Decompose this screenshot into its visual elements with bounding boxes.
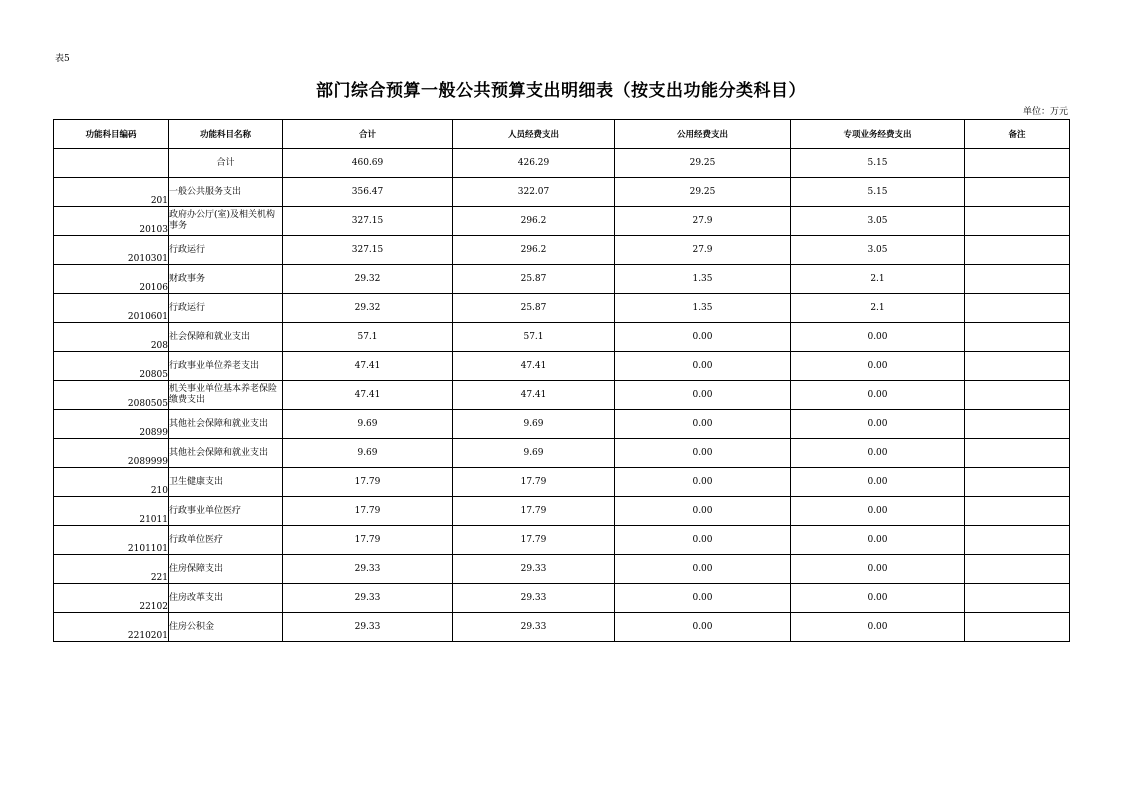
cell-total: 327.15 [283,207,453,236]
cell-name: 住房公积金 [169,613,283,642]
cell-code: 21011 [54,497,169,526]
cell-public: 0.00 [615,555,791,584]
cell-total: 29.33 [283,584,453,613]
table-row [54,468,1070,497]
cell-total: 29.33 [283,613,453,642]
cell-special: 0.00 [791,613,965,642]
table-row [54,555,1070,584]
cell-public: 1.35 [615,294,791,323]
cell-total: 29.32 [283,294,453,323]
cell-public: 27.9 [615,236,791,265]
cell-personnel: 57.1 [453,323,615,352]
cell-note [965,381,1070,410]
header-note: 备注 [965,120,1070,149]
cell-code: 20805 [54,352,169,381]
cell-code: 22102 [54,584,169,613]
cell-public: 0.00 [615,410,791,439]
cell-total: 356.47 [283,178,453,207]
cell-personnel: 17.79 [453,468,615,497]
budget-table [53,119,1070,642]
header-name: 功能科目名称 [169,120,283,149]
cell-code: 2101101 [54,526,169,555]
cell-total: 460.69 [283,149,453,178]
table-row [54,294,1070,323]
cell-special: 3.05 [791,236,965,265]
table-body [54,149,1070,642]
cell-code: 20899 [54,410,169,439]
cell-code: 20106 [54,265,169,294]
table-row [54,613,1070,642]
cell-name: 其他社会保障和就业支出 [169,410,283,439]
table-row [54,439,1070,468]
cell-code: 2210201 [54,613,169,642]
cell-public: 0.00 [615,381,791,410]
cell-special: 0.00 [791,468,965,497]
cell-public: 0.00 [615,323,791,352]
cell-special: 0.00 [791,439,965,468]
cell-personnel: 29.33 [453,613,615,642]
page-title: 部门综合预算一般公共预算支出明细表（按支出功能分类科目） [316,81,806,101]
cell-personnel: 296.2 [453,207,615,236]
cell-name: 行政事业单位养老支出 [169,352,283,381]
cell-name: 其他社会保障和就业支出 [169,439,283,468]
cell-special: 2.1 [791,265,965,294]
cell-total: 47.41 [283,352,453,381]
cell-name: 行政运行 [169,294,283,323]
cell-note [965,555,1070,584]
cell-total: 29.33 [283,555,453,584]
table-row [54,178,1070,207]
cell-note [965,207,1070,236]
header-total: 合计 [283,120,453,149]
cell-code: 2089999 [54,439,169,468]
header-code: 功能科目编码 [54,120,169,149]
cell-note [965,294,1070,323]
header-personnel: 人员经费支出 [453,120,615,149]
table-row [54,584,1070,613]
table-row [54,526,1070,555]
cell-name: 行政单位医疗 [169,526,283,555]
table-row [54,410,1070,439]
cell-personnel: 47.41 [453,381,615,410]
cell-special: 0.00 [791,410,965,439]
cell-name: 卫生健康支出 [169,468,283,497]
cell-total: 17.79 [283,497,453,526]
header-row [54,120,1070,149]
cell-personnel: 47.41 [453,352,615,381]
cell-note [965,149,1070,178]
unit-label: 单位：万元 [1022,107,1068,117]
cell-personnel: 29.33 [453,584,615,613]
cell-personnel: 17.79 [453,497,615,526]
cell-personnel: 9.69 [453,410,615,439]
cell-public: 27.9 [615,207,791,236]
cell-note [965,265,1070,294]
table-row [54,381,1070,410]
cell-code: 2010301 [54,236,169,265]
cell-total: 57.1 [283,323,453,352]
cell-total: 9.69 [283,410,453,439]
cell-name: 行政运行 [169,236,283,265]
cell-special: 5.15 [791,149,965,178]
cell-public: 0.00 [615,439,791,468]
cell-public: 29.25 [615,178,791,207]
cell-code: 201 [54,178,169,207]
cell-personnel: 9.69 [453,439,615,468]
cell-name: 行政事业单位医疗 [169,497,283,526]
cell-total: 17.79 [283,468,453,497]
cell-name: 一般公共服务支出 [169,178,283,207]
cell-note [965,526,1070,555]
cell-public: 0.00 [615,613,791,642]
cell-code: 2080505 [54,381,169,410]
cell-public: 0.00 [615,468,791,497]
cell-note [965,584,1070,613]
cell-special: 0.00 [791,555,965,584]
cell-note [965,497,1070,526]
cell-personnel: 17.79 [453,526,615,555]
cell-note [965,410,1070,439]
cell-code: 2010601 [54,294,169,323]
cell-total: 9.69 [283,439,453,468]
cell-code: 208 [54,323,169,352]
table-row [54,323,1070,352]
cell-name: 财政事务 [169,265,283,294]
cell-name: 政府办公厅(室)及相关机构事务 [169,207,283,236]
table-row [54,265,1070,294]
cell-personnel: 25.87 [453,265,615,294]
table-row [54,236,1070,265]
table-row [54,497,1070,526]
cell-special: 0.00 [791,323,965,352]
cell-code: 210 [54,468,169,497]
cell-name: 机关事业单位基本养老保险缴费支出 [169,381,283,410]
cell-code [54,149,169,178]
cell-name: 社会保障和就业支出 [169,323,283,352]
cell-note [965,178,1070,207]
cell-public: 0.00 [615,584,791,613]
cell-personnel: 322.07 [453,178,615,207]
cell-note [965,323,1070,352]
header-special: 专项业务经费支出 [791,120,965,149]
cell-note [965,352,1070,381]
cell-personnel: 29.33 [453,555,615,584]
cell-personnel: 426.29 [453,149,615,178]
cell-special: 0.00 [791,352,965,381]
cell-total: 17.79 [283,526,453,555]
cell-public: 0.00 [615,352,791,381]
cell-public: 1.35 [615,265,791,294]
cell-name: 住房改革支出 [169,584,283,613]
cell-special: 0.00 [791,381,965,410]
cell-total: 29.32 [283,265,453,294]
cell-special: 3.05 [791,207,965,236]
cell-name: 合计 [169,149,283,178]
cell-note [965,439,1070,468]
cell-public: 0.00 [615,497,791,526]
table-row [54,207,1070,236]
cell-special: 0.00 [791,526,965,555]
cell-special: 5.15 [791,178,965,207]
header-public: 公用经费支出 [615,120,791,149]
cell-special: 0.00 [791,497,965,526]
table-row [54,149,1070,178]
cell-special: 2.1 [791,294,965,323]
cell-personnel: 25.87 [453,294,615,323]
cell-total: 47.41 [283,381,453,410]
cell-total: 327.15 [283,236,453,265]
cell-note [965,236,1070,265]
table-row [54,352,1070,381]
cell-code: 20103 [54,207,169,236]
cell-code: 221 [54,555,169,584]
cell-note [965,613,1070,642]
cell-public: 29.25 [615,149,791,178]
cell-personnel: 296.2 [453,236,615,265]
cell-name: 住房保障支出 [169,555,283,584]
table-number-label: 表5 [55,54,70,64]
cell-public: 0.00 [615,526,791,555]
cell-special: 0.00 [791,584,965,613]
cell-note [965,468,1070,497]
